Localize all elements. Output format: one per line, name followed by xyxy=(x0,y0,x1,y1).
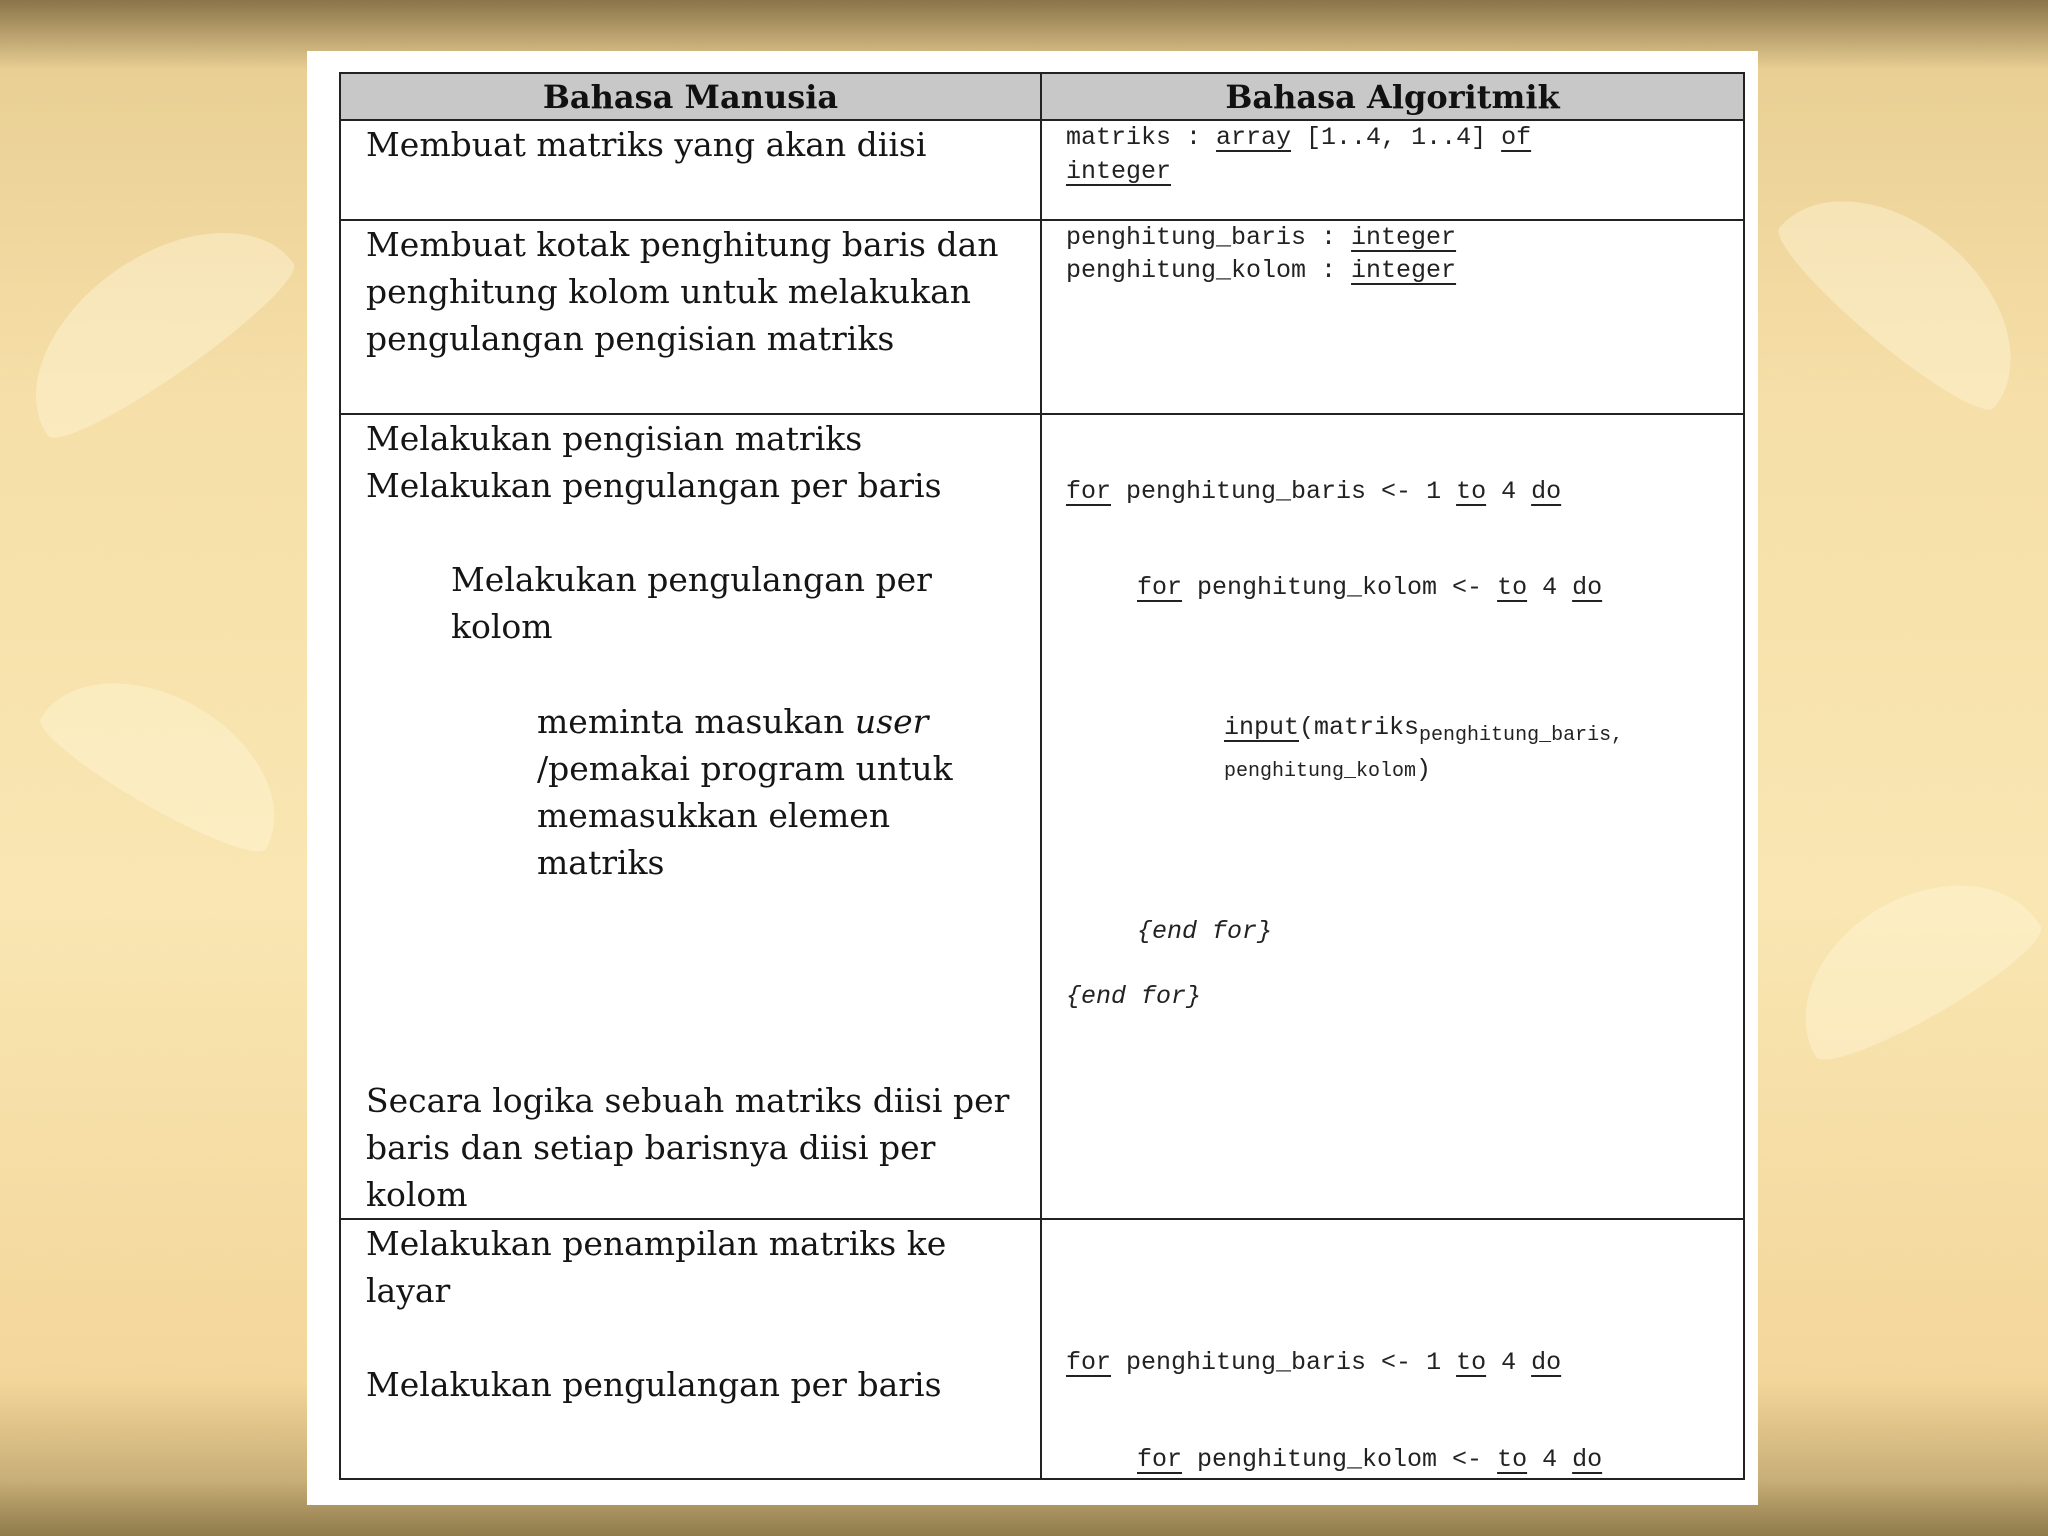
table-row xyxy=(340,220,1744,414)
human-cell xyxy=(340,1219,1041,1479)
code-line-for-kolom xyxy=(1137,1445,1602,1474)
code-keyword: to xyxy=(1497,573,1528,602)
human-text-line: Melakukan pengulangan per baris xyxy=(366,1365,942,1404)
code-line-for-kolom xyxy=(1137,573,1602,602)
code-line-end-for-inner: {end for} xyxy=(1137,917,1273,946)
table-row xyxy=(340,414,1744,1219)
human-text-line: penghitung kolom untuk melakukan xyxy=(366,272,972,311)
code-token: penghitung_baris <- 1 xyxy=(1111,477,1457,506)
code-line-input xyxy=(1224,713,1624,747)
human-text-line: Membuat matriks yang akan diisi xyxy=(366,125,927,164)
code-line xyxy=(1066,123,1531,152)
code-cell xyxy=(1041,220,1744,414)
background-leaf-decoration xyxy=(0,185,307,455)
code-token: penghitung_baris : xyxy=(1066,223,1352,252)
human-text-line: Melakukan penampilan matriks ke xyxy=(366,1224,947,1263)
code-keyword: integer xyxy=(1066,157,1172,186)
code-keyword: integer xyxy=(1351,223,1457,252)
code-keyword: to xyxy=(1497,1445,1528,1474)
background-leaf-decoration xyxy=(1764,154,2048,426)
column-header-human: Bahasa Manusia xyxy=(340,73,1041,120)
code-cell xyxy=(1041,1219,1744,1479)
human-text-line: kolom xyxy=(451,607,553,646)
code-token: penghitung_kolom <- xyxy=(1182,573,1498,602)
human-text-line: matriks xyxy=(537,843,665,882)
human-text-line: /pemakai program untuk xyxy=(537,749,953,788)
code-token: 4 xyxy=(1486,477,1532,506)
code-keyword: input xyxy=(1224,713,1300,742)
code-keyword: array xyxy=(1216,123,1292,152)
human-text-line: Melakukan pengulangan per baris xyxy=(366,466,942,505)
table-header-row xyxy=(340,73,1744,120)
code-token: penghitung_kolom <- xyxy=(1182,1445,1498,1474)
background-leaf-decoration xyxy=(1767,843,2048,1077)
code-keyword: of xyxy=(1501,123,1532,152)
human-text-line: pengulangan pengisian matriks xyxy=(366,319,895,358)
code-token: [1..4, 1..4] xyxy=(1291,123,1502,152)
code-keyword: do xyxy=(1531,477,1562,506)
code-keyword: do xyxy=(1531,1348,1562,1377)
human-text-line: kolom xyxy=(366,1175,468,1214)
background-leaf-decoration xyxy=(30,642,310,867)
human-cell xyxy=(340,414,1041,1219)
human-text-line: Secara logika sebuah matriks diisi per xyxy=(366,1081,1010,1120)
table-row xyxy=(340,120,1744,220)
code-keyword: for xyxy=(1137,573,1183,602)
code-keyword: integer xyxy=(1351,256,1457,285)
human-text-line xyxy=(537,698,928,745)
code-keyword: to xyxy=(1456,1348,1487,1377)
slide-content xyxy=(307,51,1758,1505)
code-keyword: do xyxy=(1572,573,1603,602)
code-token: 4 xyxy=(1486,1348,1532,1377)
human-text-line: Melakukan pengulangan per xyxy=(451,560,932,599)
code-line xyxy=(1066,256,1456,285)
code-keyword: to xyxy=(1456,477,1487,506)
code-keyword: for xyxy=(1066,477,1112,506)
human-text-line: Membuat kotak penghitung baris dan xyxy=(366,225,999,264)
human-text-italic: user xyxy=(854,702,929,741)
code-keyword: for xyxy=(1137,1445,1183,1474)
code-token: 4 xyxy=(1527,1445,1573,1474)
code-subscript: penghitung_baris, xyxy=(1419,724,1624,747)
code-token: 4 xyxy=(1527,573,1573,602)
code-token: (matriks xyxy=(1299,713,1420,742)
code-line-for-baris xyxy=(1066,1348,1561,1377)
code-keyword: for xyxy=(1066,1348,1112,1377)
code-line xyxy=(1066,223,1456,252)
human-cell xyxy=(340,120,1041,220)
human-text-line: layar xyxy=(366,1271,451,1310)
code-line-input-continued xyxy=(1224,755,1431,784)
code-cell xyxy=(1041,414,1744,1219)
column-header-algorithmic: Bahasa Algoritmik xyxy=(1041,73,1744,120)
human-text-line: Melakukan pengisian matriks xyxy=(366,419,863,458)
code-token: ) xyxy=(1416,755,1432,784)
human-text-line: memasukkan elemen xyxy=(537,796,891,835)
human-text-token: meminta masukan xyxy=(537,702,855,741)
code-token: penghitung_baris <- 1 xyxy=(1111,1348,1457,1377)
code-token: penghitung_kolom : xyxy=(1066,256,1352,285)
code-keyword: do xyxy=(1572,1445,1603,1474)
table-row xyxy=(340,1219,1744,1479)
code-line-for-baris xyxy=(1066,477,1561,506)
human-cell xyxy=(340,220,1041,414)
code-subscript: penghitung_kolom xyxy=(1224,760,1417,783)
human-text-line: baris dan setiap barisnya diisi per xyxy=(366,1128,936,1167)
code-line xyxy=(1066,157,1171,186)
algorithm-table xyxy=(339,72,1745,1480)
code-line-end-for-outer: {end for} xyxy=(1066,982,1202,1011)
code-token: matriks : xyxy=(1066,123,1217,152)
code-cell xyxy=(1041,120,1744,220)
